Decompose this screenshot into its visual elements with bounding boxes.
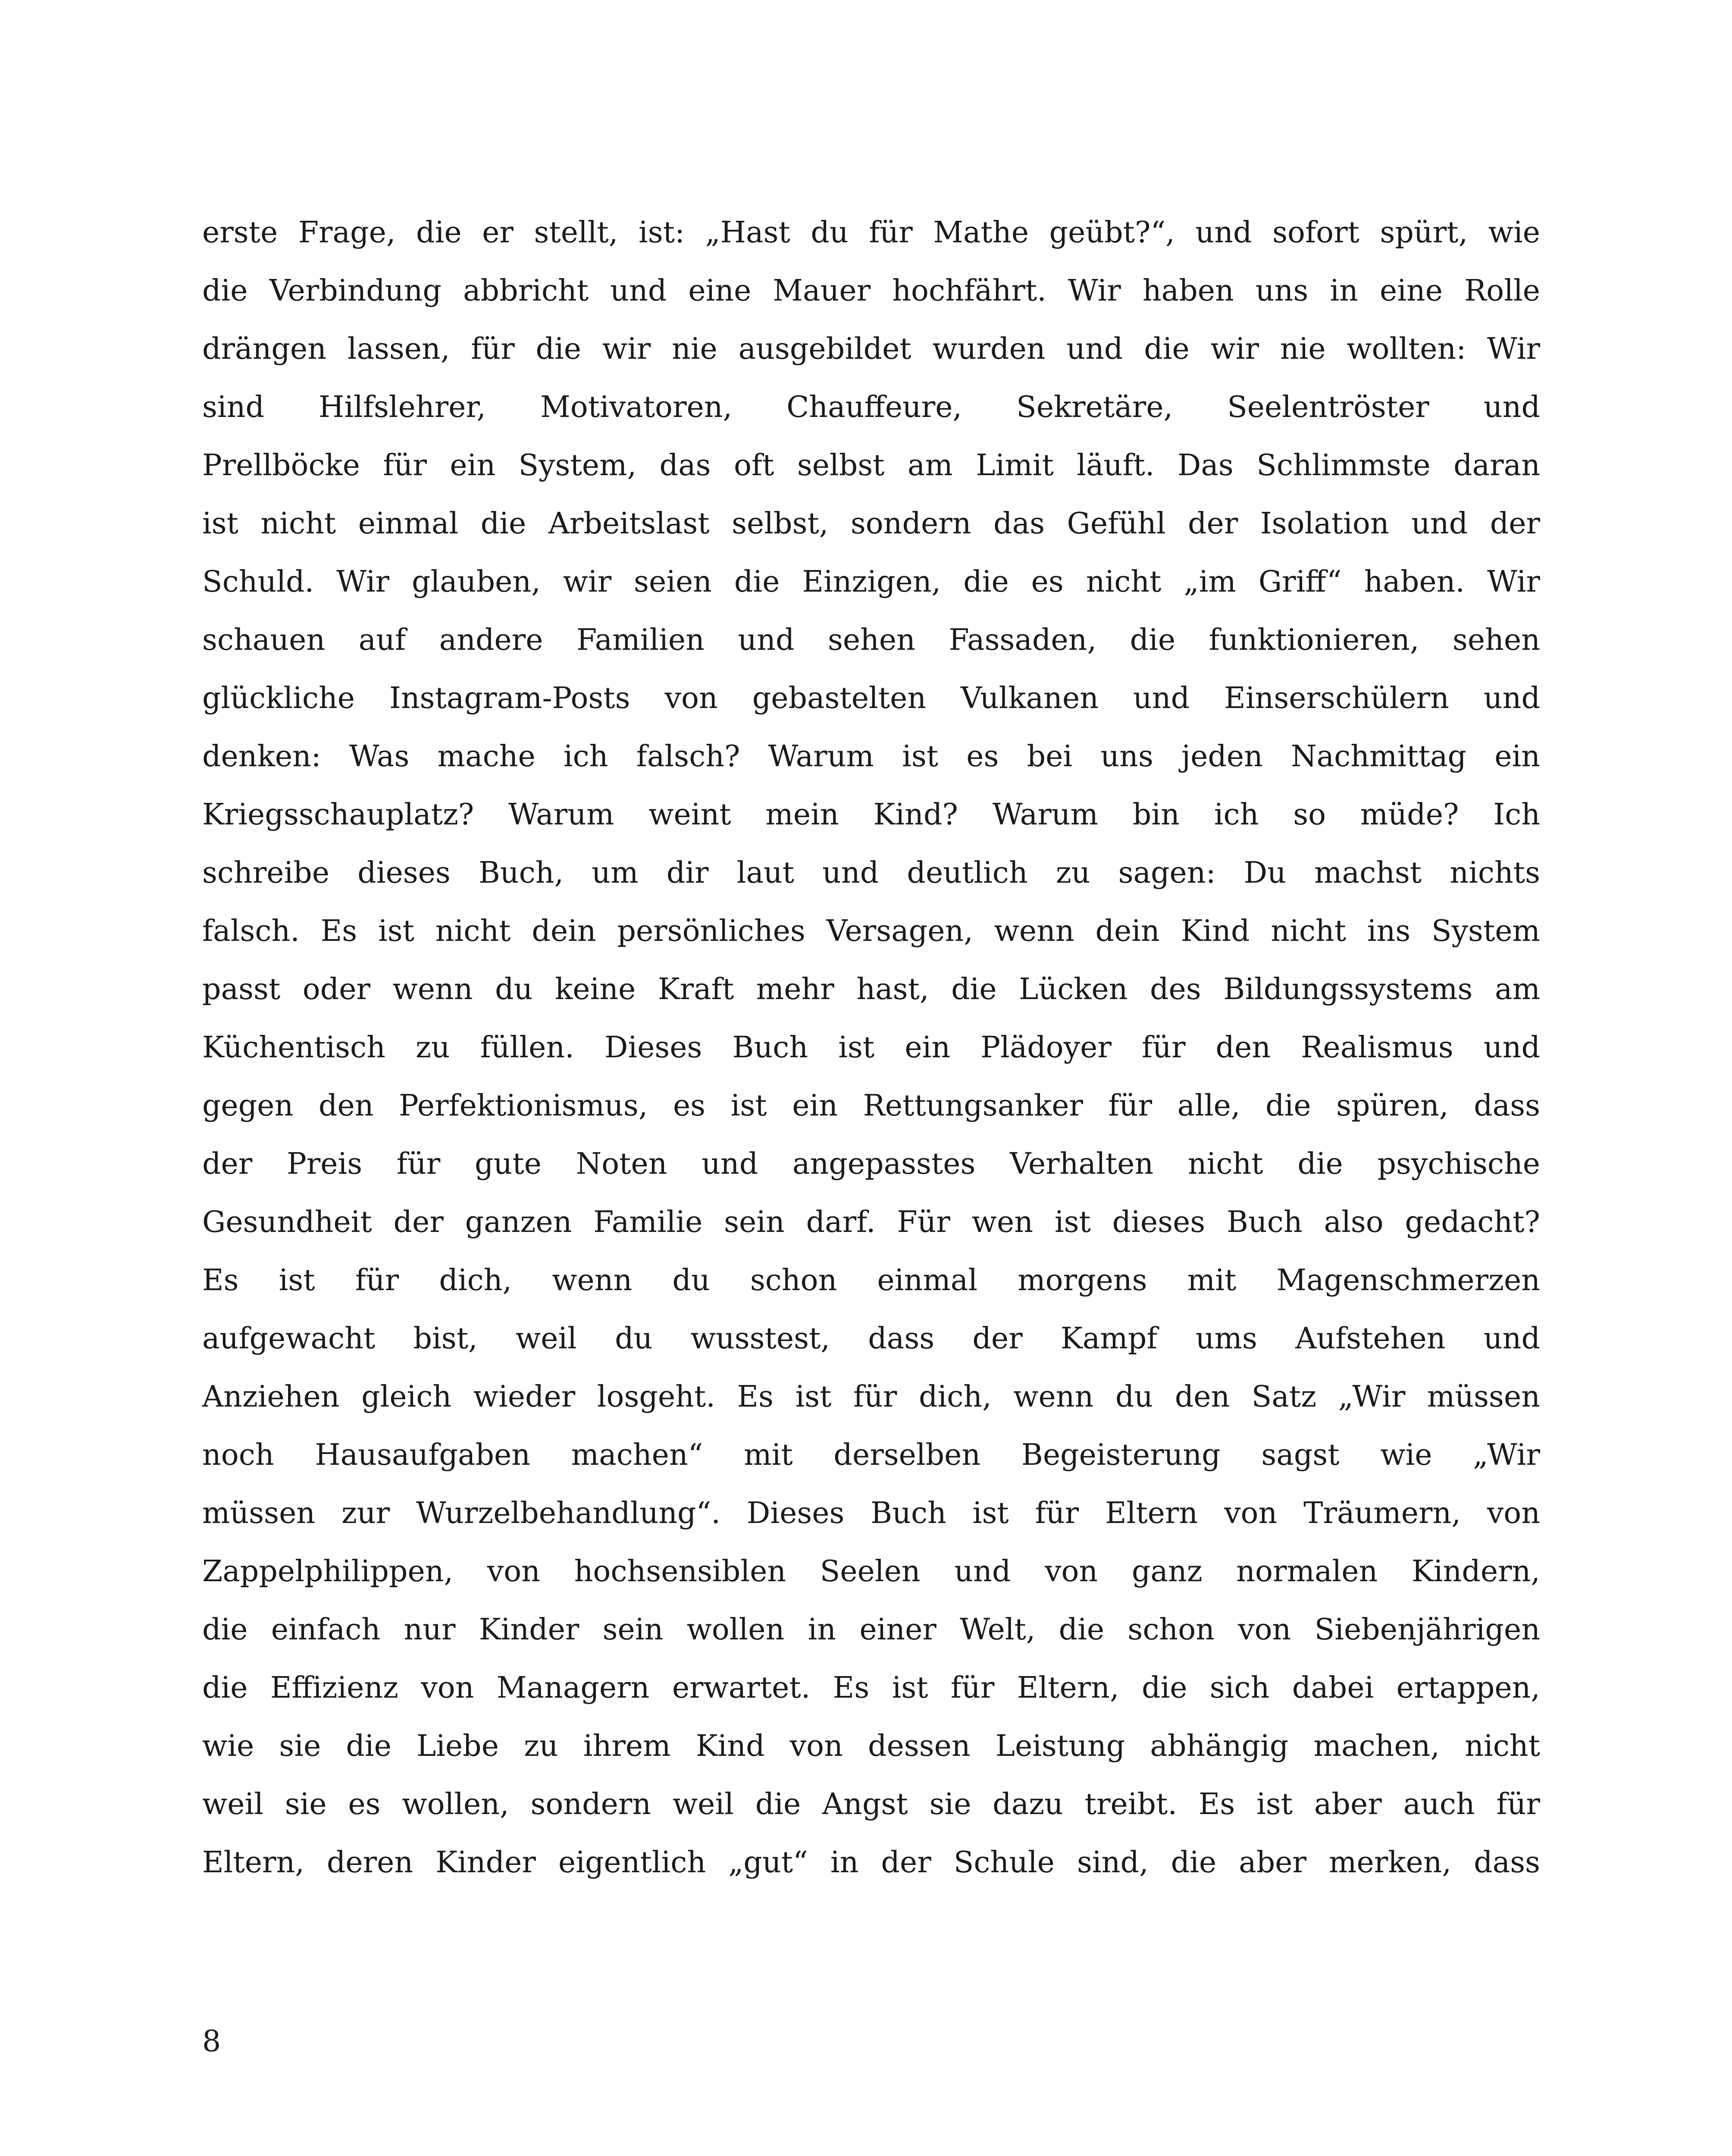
- text-line: Eltern, deren Kinder eigentlich „gut“ in der Schule sind, die aber merken, dass: [202, 1846, 1540, 1880]
- text-line: erste Frage, die er stellt, ist: „Hast du für Mathe geübt?“, und sofort spürt, wie: [202, 216, 1540, 250]
- body-text: [202, 204, 1540, 1892]
- text-line: weil sie es wollen, sondern weil die Angst sie dazu treibt. Es ist aber auch für: [202, 1787, 1540, 1821]
- text-line: sind Hilfslehrer, Motivatoren, Chauffeure, Sekretäre, Seelentröster und: [202, 390, 1540, 424]
- text-line: müssen zur Wurzelbehandlung“. Dieses Buch ist für Eltern von Träumern, von: [202, 1496, 1540, 1530]
- text-line: Gesundheit der ganzen Familie sein darf. Für wen ist dieses Buch also gedacht?: [202, 1205, 1540, 1239]
- text-line: glückliche Instagram-Posts von gebastelten Vulkanen und Einserschülern und: [202, 681, 1540, 715]
- text-line: schauen auf andere Familien und sehen Fassaden, die funktionieren, sehen: [202, 623, 1540, 657]
- text-line: ist nicht einmal die Arbeitslast selbst, sondern das Gefühl der Isolation und der: [202, 507, 1540, 541]
- text-line: Es ist für dich, wenn du schon einmal morgens mit Magenschmerzen: [202, 1263, 1540, 1297]
- text-line: Zappelphilippen, von hochsensiblen Seelen und von ganz normalen Kindern,: [202, 1554, 1540, 1589]
- text-line: die Verbindung abbricht und eine Mauer hochfährt. Wir haben uns in eine Rolle: [202, 274, 1540, 308]
- text-line: Anziehen gleich wieder losgeht. Es ist für dich, wenn du den Satz „Wir müssen: [202, 1380, 1540, 1414]
- text-line: der Preis für gute Noten und angepasstes Verhalten nicht die psychische: [202, 1147, 1540, 1181]
- text-line: Kriegsschauplatz? Warum weint mein Kind? Warum bin ich so müde? Ich: [202, 798, 1540, 832]
- text-line: schreibe dieses Buch, um dir laut und deutlich zu sagen: Du machst nichts: [202, 856, 1540, 890]
- page-number: 8: [202, 2024, 221, 2059]
- text-line: drängen lassen, für die wir nie ausgebildet wurden und die wir nie wollten: Wir: [202, 332, 1540, 366]
- text-line: die einfach nur Kinder sein wollen in einer Welt, die schon von Siebenjährigen: [202, 1613, 1540, 1647]
- text-line: aufgewacht bist, weil du wusstest, dass der Kampf ums Aufstehen und: [202, 1322, 1540, 1356]
- text-line: Prellböcke für ein System, das oft selbst am Limit läuft. Das Schlimmste daran: [202, 448, 1540, 483]
- text-line: denken: Was mache ich falsch? Warum ist es bei uns jeden Nachmittag ein: [202, 740, 1540, 774]
- text-line: falsch. Es ist nicht dein persönliches Versagen, wenn dein Kind nicht ins System: [202, 914, 1540, 948]
- text-line: die Effizienz von Managern erwartet. Es ist für Eltern, die sich dabei ertappen,: [202, 1671, 1540, 1705]
- text-line: Küchentisch zu füllen. Dieses Buch ist ein Plädoyer für den Realismus und: [202, 1031, 1540, 1065]
- text-line: passt oder wenn du keine Kraft mehr hast, die Lücken des Bildungssystems am: [202, 972, 1540, 1006]
- text-line: Schuld. Wir glauben, wir seien die Einzigen, die es nicht „im Griff“ haben. Wir: [202, 565, 1540, 599]
- text-line: gegen den Perfektionismus, es ist ein Rettungsanker für alle, die spüren, dass: [202, 1089, 1540, 1123]
- text-line: noch Hausaufgaben machen“ mit derselben Begeisterung sagst wie „Wir: [202, 1438, 1540, 1472]
- text-line: wie sie die Liebe zu ihrem Kind von dessen Leistung abhängig machen, nicht: [202, 1729, 1540, 1763]
